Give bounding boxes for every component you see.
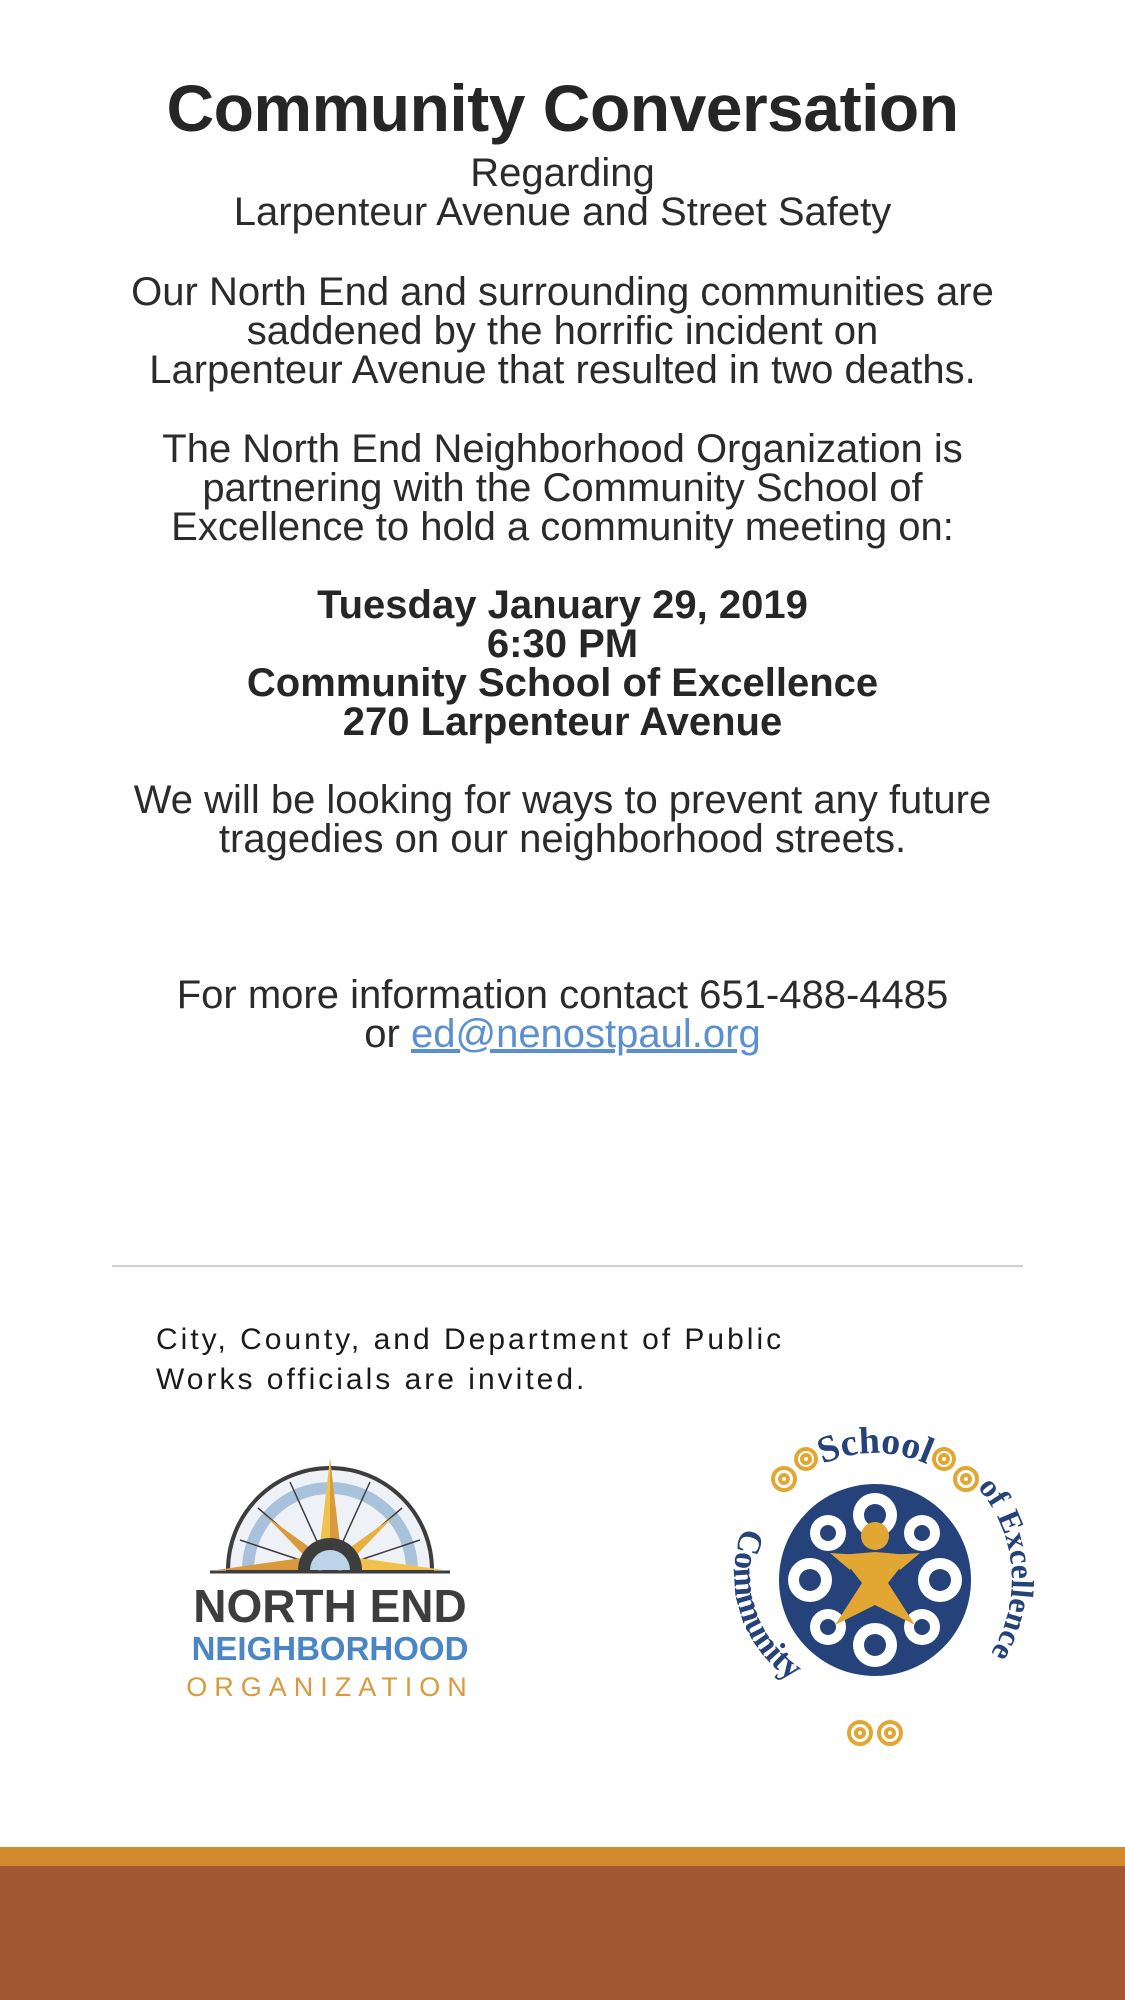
invite-line: Works officials are invited. [156, 1363, 588, 1396]
meeting-date: Tuesday January 29, 2019 [317, 583, 808, 627]
subtitle-topic: Larpenteur Avenue and Street Safety [233, 190, 892, 234]
cse-emblem-icon [779, 1484, 971, 1676]
intro-line: Larpenteur Avenue that resulted in two deaths. [149, 348, 976, 392]
footer-band [0, 1866, 1125, 2000]
cse-text-top: School [811, 1419, 940, 1473]
contact-phone: For more information contact 651-488-4485 [176, 973, 949, 1017]
closing-line: tragedies on our neighborhood streets. [218, 817, 907, 861]
intro-line: Our North End and surrounding communities are [131, 270, 994, 314]
meeting-address: 270 Larpenteur Avenue [342, 700, 783, 744]
invite-note [156, 1320, 916, 1400]
partner-line: Excellence to hold a community meeting on: [171, 505, 954, 549]
meeting-venue: Community School of Excellence [246, 661, 879, 705]
contact-email-line [0, 1012, 1125, 1056]
footer-accent-band [0, 1847, 1125, 1866]
closing-line: We will be looking for ways to prevent any future [133, 778, 992, 822]
contact-or: or [364, 1012, 411, 1056]
ne-logo-line2: NEIGHBORHOOD [191, 1630, 469, 1667]
compass-icon [210, 1458, 450, 1572]
north-end-logo [160, 1450, 500, 1710]
partner-line: partnering with the Community School of [202, 466, 923, 510]
ne-logo-line1: NORTH END [193, 1580, 467, 1632]
page-title: Community Conversation [166, 71, 959, 145]
cse-logo [700, 1405, 1050, 1755]
intro-line: saddened by the horrific incident on [246, 309, 879, 353]
divider [112, 1265, 1023, 1267]
subtitle-regarding: Regarding [470, 151, 655, 195]
cse-text-left: Community [725, 1525, 810, 1688]
meeting-time: 6:30 PM [486, 622, 639, 666]
email-link[interactable]: ed@nenostpaul.org [410, 1012, 761, 1056]
partner-line: The North End Neighborhood Organization is [162, 427, 963, 471]
cse-text-right: of Excellence [971, 1469, 1041, 1668]
ne-logo-line3: ORGANIZATION [186, 1672, 474, 1702]
invite-line: City, County, and Department of Public [156, 1323, 785, 1356]
